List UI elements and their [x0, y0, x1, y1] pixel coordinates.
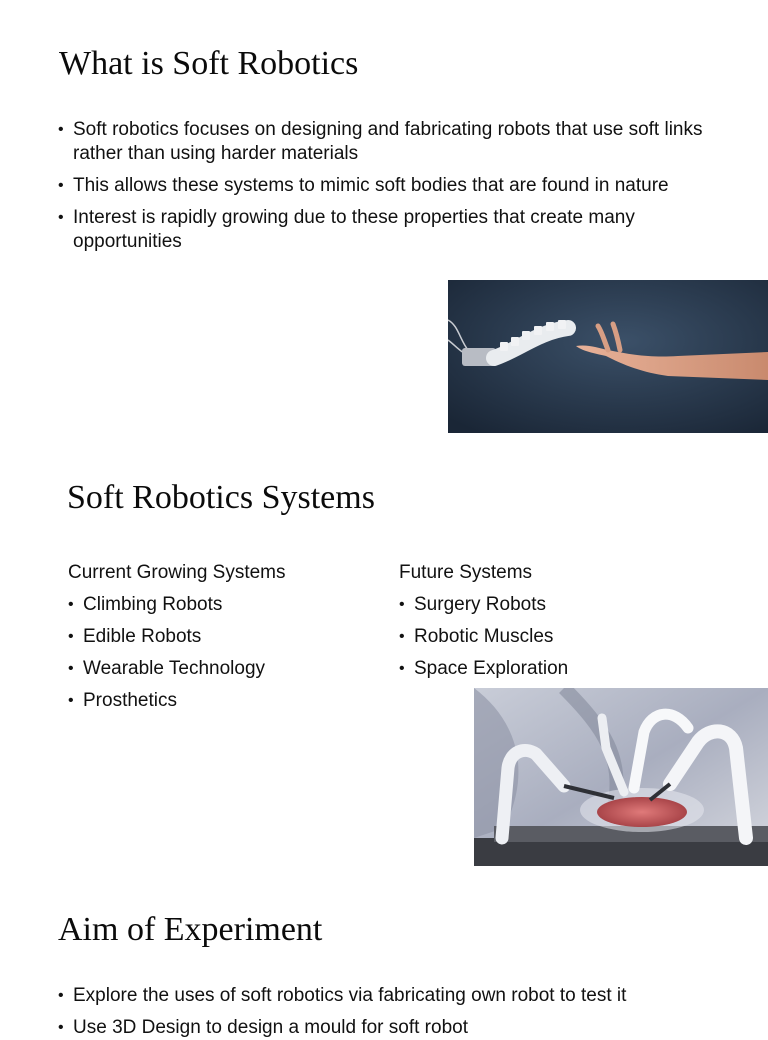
list-item: • Wearable Technology — [68, 657, 368, 681]
section-title-what-is-soft-robotics: What is Soft Robotics — [59, 45, 359, 82]
bullet-item: • Use 3D Design to design a mould for soft robot — [58, 1016, 738, 1040]
bullet-item: • Explore the uses of soft robotics via fabricating own robot to test it — [58, 984, 738, 1008]
future-systems-list — [399, 593, 699, 681]
intro-bullet-list — [58, 118, 718, 254]
list-item: • Robotic Muscles — [399, 625, 699, 649]
aim-bullet-list — [58, 984, 738, 1040]
list-item: • Climbing Robots — [68, 593, 368, 617]
bullet-item: • Interest is rapidly growing due to these properties that create many opportunities — [58, 206, 718, 254]
section-title-soft-robotics-systems: Soft Robotics Systems — [67, 479, 375, 516]
current-systems-list — [68, 593, 368, 713]
bullet-item: • Soft robotics focuses on designing and fabricating robots that use soft links rather than using harder materials — [58, 118, 718, 166]
surgery-robots-photo — [474, 688, 768, 866]
soft-robot-arm-photo — [448, 280, 768, 433]
bullet-item: • This allows these systems to mimic soft bodies that are found in nature — [58, 174, 718, 198]
future-systems-heading: Future Systems — [399, 562, 533, 583]
list-item: • Space Exploration — [399, 657, 699, 681]
section-title-aim-of-experiment: Aim of Experiment — [58, 911, 323, 948]
current-systems-heading: Current Growing Systems — [68, 562, 286, 583]
list-item: • Prosthetics — [68, 689, 368, 713]
list-item: • Surgery Robots — [399, 593, 699, 617]
list-item: • Edible Robots — [68, 625, 368, 649]
